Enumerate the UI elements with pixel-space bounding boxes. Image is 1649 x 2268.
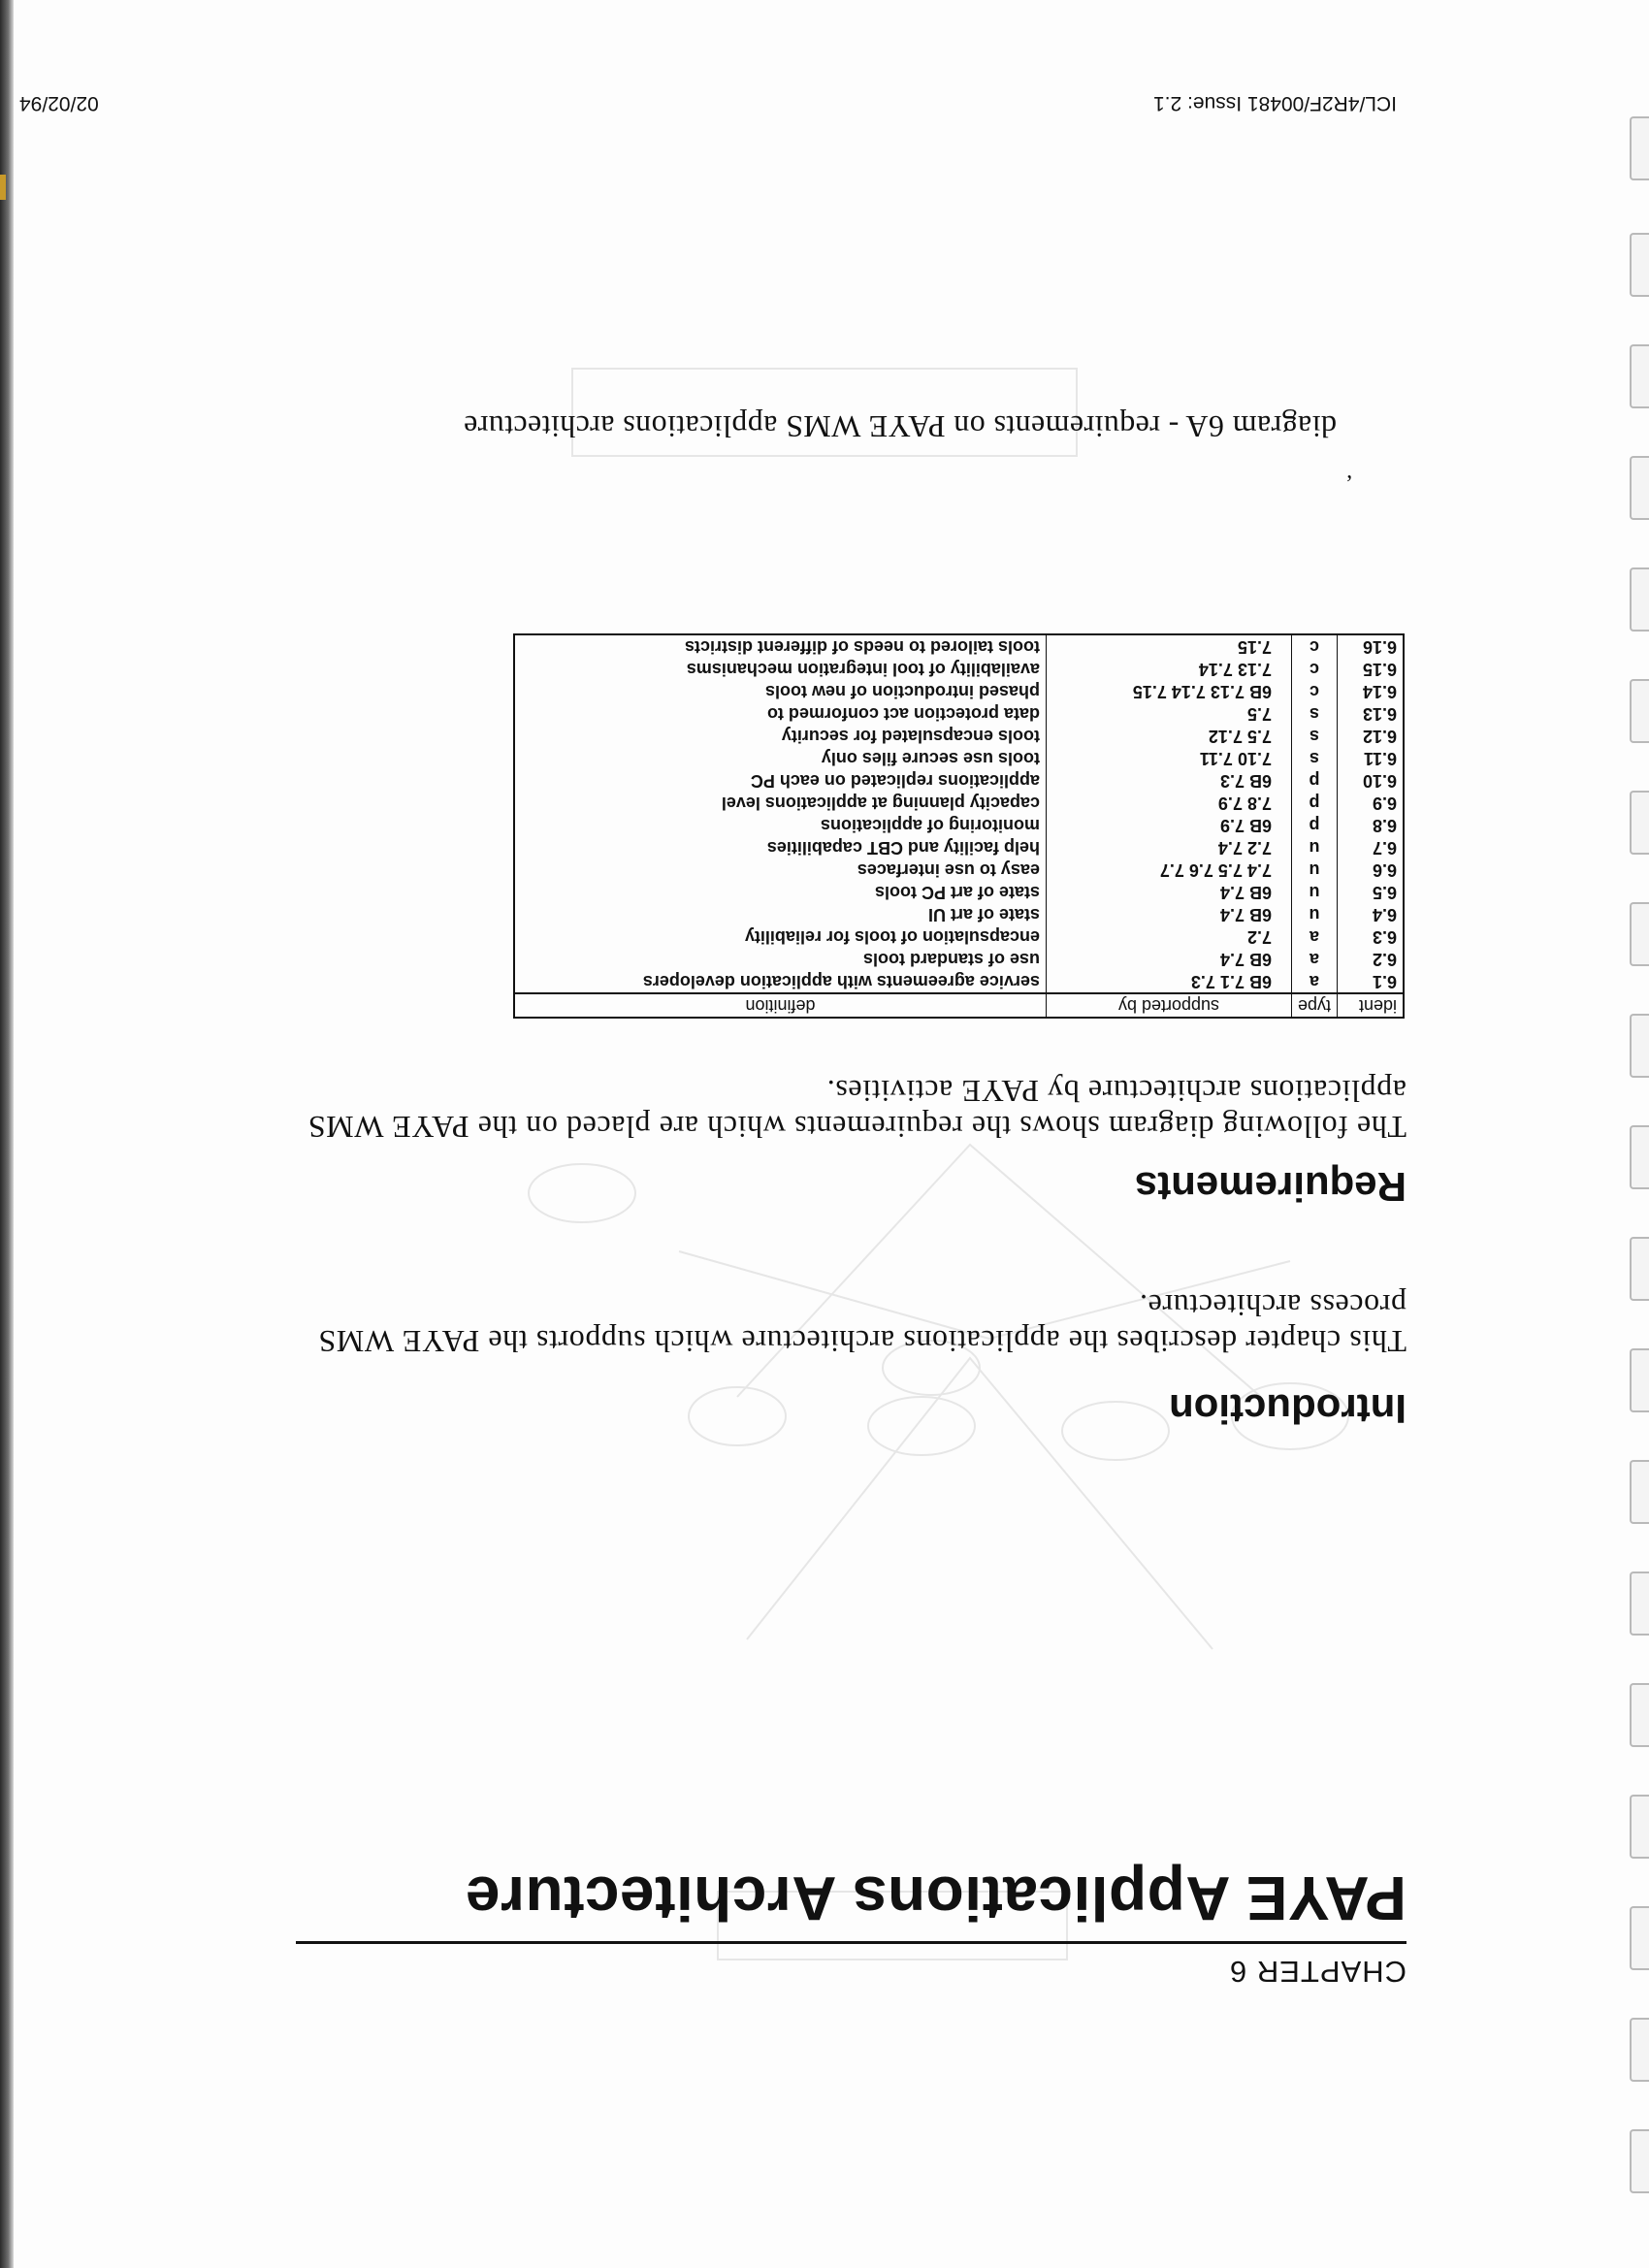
cell-ident: 6.15: [1338, 658, 1405, 680]
column-header-type: type: [1291, 993, 1337, 1018]
cell-definition: monitoring of applications: [820, 816, 1040, 835]
table-row: [514, 725, 1404, 747]
diagram-caption: diagram 6A - requirements on PAYE WMS applications architecture: [463, 409, 1337, 444]
column-header-definition: definition: [514, 993, 1047, 1018]
cell-ident: 6.5: [1338, 881, 1405, 903]
header-date: 02/02/94: [19, 92, 99, 114]
cell-supported-by: 6B 7.4: [1046, 948, 1291, 970]
cell-supported-by: 7.15: [1046, 634, 1291, 658]
cell-ident: 6.8: [1338, 814, 1405, 836]
table-header-row: [514, 993, 1404, 1018]
cell-definition: tools encapsulated for security: [781, 727, 1040, 746]
cell-type: s: [1291, 702, 1337, 725]
cell-ident: 6.3: [1338, 925, 1405, 948]
cell-ident: 6.12: [1338, 725, 1405, 747]
table-row: [514, 747, 1404, 769]
cell-type: a: [1291, 925, 1337, 948]
page-title: PAYE Applications Architecture: [465, 1863, 1406, 1933]
cell-definition: use of standard tools: [862, 950, 1040, 969]
table-row: [514, 881, 1404, 903]
requirements-heading: Requirements: [1134, 1164, 1406, 1210]
cell-definition: applications replicated on each PC: [750, 771, 1040, 791]
cell-definition: phased introduction of new tools: [764, 682, 1040, 701]
cell-definition: easy to use interfaces: [857, 860, 1040, 880]
cell-type: p: [1291, 792, 1337, 814]
page-header: [19, 91, 1397, 114]
cell-supported-by: 6B 7.4: [1046, 903, 1291, 925]
column-header-supported-by: supported by: [1046, 993, 1291, 1018]
cell-definition: tools tailored to needs of different districts: [684, 637, 1040, 657]
cell-type: u: [1291, 881, 1337, 903]
cell-supported-by: 7.10 7.11: [1046, 747, 1291, 769]
cell-supported-by: 6B 7.9: [1046, 814, 1291, 836]
introduction-heading: Introduction: [1169, 1386, 1406, 1432]
table-row: [514, 814, 1404, 836]
cell-definition: encapsulation of tools for reliability: [744, 927, 1040, 947]
cell-definition: availability of tool integration mechanisms: [686, 660, 1040, 679]
cell-supported-by: 7.2 7.4: [1046, 836, 1291, 859]
cell-definition: state of art PC tools: [874, 883, 1040, 902]
stray-mark: ‘: [1345, 460, 1353, 485]
cell-ident: 6.13: [1338, 702, 1405, 725]
cell-type: c: [1291, 634, 1337, 658]
cell-ident: 6.6: [1338, 859, 1405, 881]
cell-supported-by: 7.5 7.12: [1046, 725, 1291, 747]
cell-supported-by: 6B 7.3: [1046, 769, 1291, 792]
cell-type: u: [1291, 903, 1337, 925]
table-row: [514, 859, 1404, 881]
cell-ident: 6.14: [1338, 680, 1405, 702]
chapter-rule: [296, 1941, 1406, 1944]
cell-supported-by: 7.13 7.14: [1046, 658, 1291, 680]
table-row: [514, 970, 1404, 993]
cell-ident: 6.9: [1338, 792, 1405, 814]
cell-supported-by: 6B 7.13 7.14 7.15: [1046, 680, 1291, 702]
cell-type: c: [1291, 680, 1337, 702]
cell-type: u: [1291, 859, 1337, 881]
cell-ident: 6.2: [1338, 948, 1405, 970]
chapter-label: CHAPTER 6: [1229, 1955, 1406, 1989]
cell-type: a: [1291, 948, 1337, 970]
table-row: [514, 792, 1404, 814]
table-row: [514, 658, 1404, 680]
requirements-text: The following diagram shows the requirements which are placed on the PAYE WMS applications architecture by PAYE activities.: [307, 1074, 1406, 1145]
cell-ident: 6.10: [1338, 769, 1405, 792]
cell-definition: data protection act conformed to: [766, 704, 1040, 724]
cell-type: c: [1291, 658, 1337, 680]
cell-supported-by: 6B 7.1 7.3: [1046, 970, 1291, 993]
column-header-ident: ident: [1338, 993, 1405, 1018]
document-reference: ICL/4R2F/00481 Issue: 2.1: [1153, 92, 1397, 114]
cell-supported-by: 6B 7.4: [1046, 881, 1291, 903]
cell-supported-by: 7.4 7.5 7.6 7.7: [1046, 859, 1291, 881]
table-row: [514, 903, 1404, 925]
table-row: [514, 769, 1404, 792]
introduction-text: This chapter describes the applications architecture which supports the PAYE WMS process architecture.: [317, 1288, 1406, 1359]
cell-ident: 6.1: [1338, 970, 1405, 993]
cell-definition: state of art UI: [927, 905, 1040, 924]
requirements-table: [513, 633, 1405, 1019]
cell-supported-by: 7.8 7.9: [1046, 792, 1291, 814]
cell-type: u: [1291, 836, 1337, 859]
cell-ident: 6.16: [1338, 634, 1405, 658]
cell-ident: 6.4: [1338, 903, 1405, 925]
cell-type: p: [1291, 769, 1337, 792]
table-row: [514, 702, 1404, 725]
requirements-table-body: [514, 634, 1404, 993]
cell-type: a: [1291, 970, 1337, 993]
table-row: [514, 925, 1404, 948]
cell-definition: tools use secure files only: [821, 749, 1040, 768]
cell-supported-by: 7.2: [1046, 925, 1291, 948]
cell-supported-by: 7.5: [1046, 702, 1291, 725]
cell-type: s: [1291, 725, 1337, 747]
cell-definition: service agreements with application developers: [642, 972, 1040, 991]
cell-ident: 6.11: [1338, 747, 1405, 769]
cell-ident: 6.7: [1338, 836, 1405, 859]
cell-type: p: [1291, 814, 1337, 836]
cell-definition: capacity planning at applications level: [721, 794, 1040, 813]
table-row: [514, 680, 1404, 702]
cell-definition: help facility and CBT capabilities: [766, 838, 1040, 858]
table-row: [514, 634, 1404, 658]
table-row: [514, 836, 1404, 859]
cell-type: s: [1291, 747, 1337, 769]
table-row: [514, 948, 1404, 970]
